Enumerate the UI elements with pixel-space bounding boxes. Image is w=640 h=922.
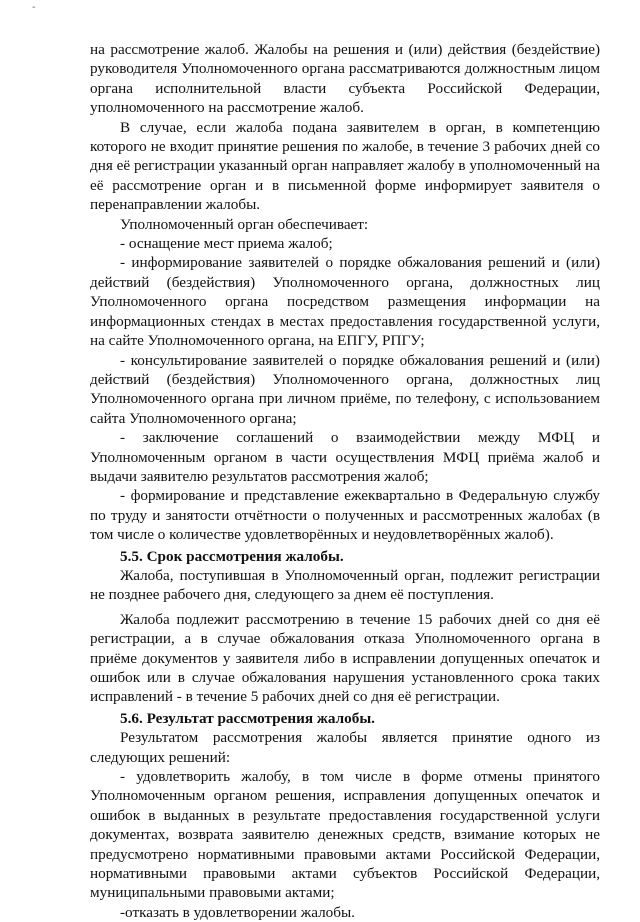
list-item: - оснащение мест приема жалоб; — [120, 235, 333, 253]
section-heading-5-5: 5.5. Срок рассмотрения жалобы. — [120, 547, 344, 565]
paragraph: Жалоба, поступившая в Уполномоченный орган, подлежит регистрации не позднее рабочего дня, следующего за днем её поступления. — [90, 566, 600, 604]
paragraph: Жалоба подлежит рассмотрению в течение 15 рабочих дней со дня её регистрации, а в случае обжалования отказа Уполномоченного органа в приёме документов у заявителя либо в исправлении допущенных опечаток и ошибок или в случае обжалования нарушения установленного срока таких исправлений - в течение 5 рабочих дней со дня её регистрации. — [90, 610, 600, 706]
corner-mark: - — [32, 2, 36, 13]
list-item: - заключение соглашений о взаимодействии между МФЦ и Уполномоченным органом в части осуществления МФЦ приёма жалоб и выдачи заявителю результатов рассмотрения жалоб; — [90, 429, 600, 485]
list-item: - консультирование заявителей о порядке обжалования решений и (или) действий (бездействия) Уполномоченного органа, должностных лиц Уполномоченного органа при личном приёме, по телефону, с использованием сайта Уполномоченного органа; — [90, 351, 600, 427]
paragraph: Уполномоченный орган обеспечивает: — [120, 215, 369, 233]
list-item: - удовлетворить жалобу, в том числе в форме отмены принятого Уполномоченным органом решения, исправления допущенных опечаток и ошибок в выданных в результате предоставления государственной услуги документах, возврата заявителю денежных средств, взимание которых не предусмотрено нормативными правовыми актами Российской Федерации, нормативными правовыми актами субъектов Российской Федерации, муниципальными правовыми актами; — [90, 768, 600, 902]
list-item: -отказать в удовлетворении жалобы. — [120, 903, 355, 921]
paragraph: Результатом рассмотрения жалобы является принятие одного из следующих решений: — [90, 729, 600, 766]
paragraph: на рассмотрение жалоб. Жалобы на решения и (или) действия (бездействие) руководителя Уполномоченного органа рассматриваются должностным лицом органа исполнительной власти субъекта Российской Федерации, уполномоченного на рассмотрение жалоб. — [90, 41, 600, 117]
list-item: - формирование и представление ежеквартально в Федеральную службу по труду и занятости отчётности о полученных и рассмотренных жалобах (в том числе о количестве удовлетворённых и неудовлетворённых жалоб). — [90, 487, 600, 544]
list-item: - информирование заявителей о порядке обжалования решений и (или) действий (бездействия) Уполномоченного органа, должностных лиц Уполномоченного органа посредством размещения информации на информационных стендах в местах предоставления государственной услуги, на сайте Уполномоченного органа, на ЕПГУ, РПГУ; — [90, 254, 600, 350]
document-page — [90, 40, 600, 922]
paragraph: В случае, если жалоба подана заявителем в орган, в компетенцию которого не входит принятие решения по жалобе, в течение 3 рабочих дней со дня её регистрации указанный орган направляет жалобу в уполномоченный на её рассмотрение орган и в письменной форме информирует заявителя о перенаправлении жалобы. — [90, 118, 600, 214]
section-heading-5-6: 5.6. Результат рассмотрения жалобы. — [120, 709, 375, 727]
